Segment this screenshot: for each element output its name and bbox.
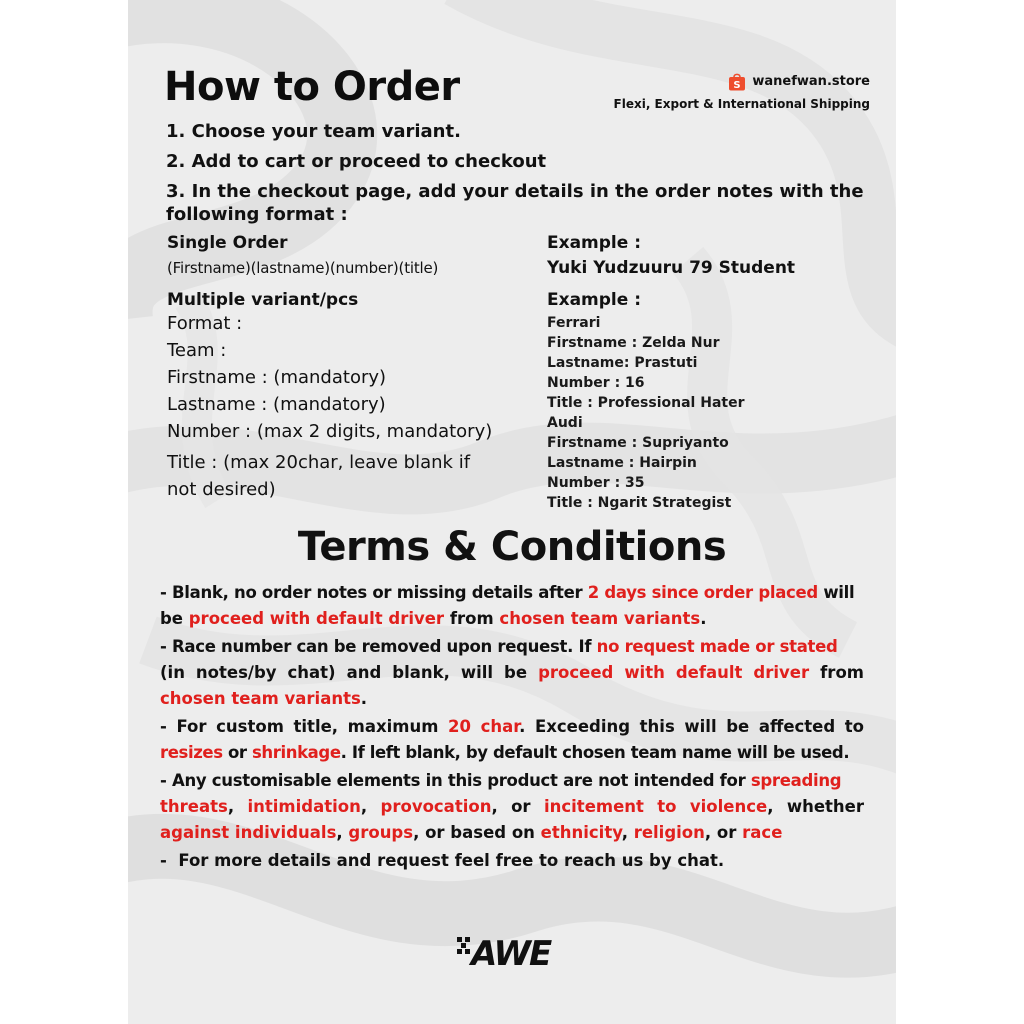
single-order-heading: Single Order <box>167 233 288 253</box>
term-highlight: ethnicity <box>540 823 622 842</box>
store-name: wanefwan.store <box>752 74 870 89</box>
term-text: , or based on <box>413 823 541 842</box>
term-2-line-3 <box>160 689 864 708</box>
term-highlight: 20 char <box>448 717 520 736</box>
example-line: Firstname : Supriyanto <box>547 435 729 451</box>
lastname-label: Lastname : (mandatory) <box>167 394 386 415</box>
title-label-line-2: not desired) <box>167 479 276 500</box>
number-label: Number : (max 2 digits, mandatory) <box>167 421 493 442</box>
term-text: (in notes/by chat) and blank, will be <box>160 663 528 682</box>
single-order-format: (Firstname)(lastname)(number)(title) <box>167 259 439 277</box>
format-label: Format : <box>167 313 243 334</box>
multiple-order-heading: Multiple variant/pcs <box>167 290 359 310</box>
title-label-line-1: Title : (max 20char, leave blank if <box>167 452 471 473</box>
term-text: - Race number can be removed upon request. If <box>160 637 597 656</box>
team-label: Team : <box>167 340 227 361</box>
term-text: . Exceeding this will be affected to <box>519 717 865 736</box>
how-to-order-title: How to Order <box>164 64 460 110</box>
example-line: Number : 35 <box>547 475 645 491</box>
term-highlight: intimidation <box>247 797 361 816</box>
term-text: , whether <box>767 797 864 816</box>
term-5: - For more details and request feel free to reach us by chat. <box>160 851 725 870</box>
term-highlight: incitement to violence <box>543 797 768 816</box>
term-highlight: chosen team variants <box>160 689 361 708</box>
step-1: 1. Choose your team variant. <box>166 121 461 142</box>
term-highlight: resizes <box>160 743 223 762</box>
term-text: , or <box>704 823 743 842</box>
term-highlight: threats <box>160 797 228 816</box>
multiple-example-heading: Example : <box>547 290 642 310</box>
term-1-line-1 <box>160 583 864 602</box>
svg-text:S: S <box>733 80 741 91</box>
term-highlight: no request made or stated <box>596 637 838 656</box>
term-text: , <box>360 797 368 816</box>
example-line: Title : Professional Hater <box>547 395 745 411</box>
term-text: , <box>336 823 349 842</box>
term-1-line-2 <box>160 609 864 628</box>
term-text: - Any customisable elements in this product are not intended for <box>160 771 751 790</box>
term-text: . If left blank, by default chosen team name will be used. <box>340 743 850 762</box>
term-text: . <box>700 609 707 628</box>
term-highlight: provocation <box>380 797 492 816</box>
term-highlight: spreading <box>750 771 842 790</box>
multiple-example-list <box>547 313 744 513</box>
term-highlight: chosen team variants <box>499 609 701 628</box>
example-line: Number : 16 <box>547 375 645 391</box>
term-4-line-3 <box>160 823 864 842</box>
term-highlight: race <box>742 823 783 842</box>
example-line: Lastname : Hairpin <box>547 455 697 471</box>
term-text: will <box>817 583 855 602</box>
term-text: , <box>621 823 634 842</box>
terms-title: Terms & Conditions <box>297 524 727 570</box>
term-text: , or <box>491 797 531 816</box>
example-line: Title : Ngarit Strategist <box>547 495 732 511</box>
shopping-bag-icon <box>728 72 746 91</box>
term-highlight: 2 days since order placed <box>587 583 818 602</box>
step-3-line-2: following format : <box>166 204 348 225</box>
example-line: Ferrari <box>547 315 601 331</box>
term-2-line-1 <box>160 637 864 656</box>
firstname-label: Firstname : (mandatory) <box>167 367 387 388</box>
term-text: from <box>444 609 500 628</box>
example-line: Audi <box>547 415 583 431</box>
term-highlight: shrinkage <box>252 743 341 762</box>
term-3-line-2 <box>160 743 864 762</box>
store-badge[interactable] <box>728 72 870 91</box>
term-highlight: groups <box>348 823 414 842</box>
term-2-line-2 <box>160 663 864 682</box>
shipping-note: Flexi, Export & International Shipping <box>613 97 870 111</box>
term-text: , <box>227 797 235 816</box>
term-text: - For custom title, maximum <box>160 717 439 736</box>
term-text: or <box>222 743 252 762</box>
order-info-poster <box>128 0 896 1024</box>
single-example-value: Yuki Yudzuuru 79 Student <box>547 258 796 278</box>
step-3-line-1: 3. In the checkout page, add your details in the order notes with the <box>166 181 864 202</box>
term-highlight: religion <box>633 823 705 842</box>
awe-logo-text: AWE <box>471 934 551 970</box>
term-highlight: proceed with default driver <box>188 609 445 628</box>
term-text: - Blank, no order notes or missing details after <box>160 583 588 602</box>
term-highlight: against individuals <box>160 823 337 842</box>
term-text: from <box>820 663 864 682</box>
term-highlight: proceed with default driver <box>538 663 810 682</box>
example-line: Lastname: Prastuti <box>547 355 698 371</box>
term-4-line-2 <box>160 797 864 816</box>
term-text: . <box>360 689 368 708</box>
example-line: Firstname : Zelda Nur <box>547 335 720 351</box>
term-text: be <box>160 609 189 628</box>
term-3-line-1 <box>160 717 864 736</box>
awe-brand-logo <box>455 934 571 970</box>
single-example-heading: Example : <box>547 233 642 253</box>
step-2: 2. Add to cart or proceed to checkout <box>166 151 547 172</box>
term-4-line-1 <box>160 771 864 790</box>
